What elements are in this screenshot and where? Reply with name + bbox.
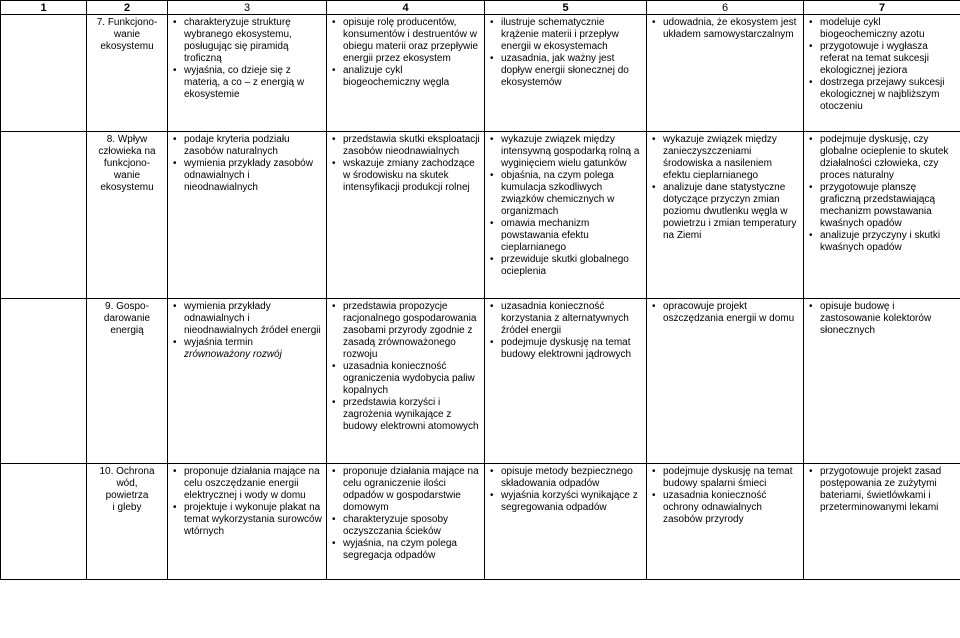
list-item: • wymienia przykłady zasobów odnawialnych i nieodnawialnych — [171, 158, 323, 194]
list-item: • przygotowuje i wygłasza referat na temat sukcesji ekologicznej jeziora — [807, 41, 957, 77]
topic-line: wód, — [116, 478, 138, 489]
topic-line: 7. Funkcjono- — [96, 17, 158, 28]
topic-line: 8. Wpływ — [106, 134, 148, 145]
bullet-list — [807, 17, 957, 113]
table-row — [1, 299, 960, 464]
requirements-cell — [327, 299, 485, 464]
bullet-list — [807, 466, 957, 514]
table-row — [1, 464, 960, 580]
bullet-list — [330, 466, 481, 562]
list-item: • opisuje rolę producentów, konsumentów i destruentów w obiegu materii oraz przepływie energii przez ekosystem — [330, 17, 481, 65]
list-item: • podejmuje dyskusję, czy globalne ocieplenie to skutek działalności człowieka, czy proces naturalny — [807, 134, 957, 182]
header-cell: 6 — [647, 1, 804, 15]
requirements-cell — [804, 15, 960, 132]
list-item: • uzasadnia konieczność korzystania z alternatywnych źródeł energii — [488, 301, 643, 337]
list-item: • wyjaśnia korzyści wynikające z segregowania odpadów — [488, 490, 643, 514]
bullet-list — [171, 17, 323, 101]
header-cell: 3 — [168, 1, 327, 15]
bullet-list — [330, 301, 481, 433]
requirements-cell — [804, 132, 960, 299]
bullet-list — [171, 466, 323, 538]
requirements-cell — [168, 132, 327, 299]
list-item: • przedstawia propozycje racjonalnego gospodarowania zasobami przyrody zgodnie z zasadą zrównoważonego rozwoju — [330, 301, 481, 361]
bullet-list — [330, 134, 481, 194]
list-item: • podejmuje dyskusję na temat budowy elektrowni jądrowych — [488, 337, 643, 361]
header-cell: 4 — [327, 1, 485, 15]
topic-line: funkcjono- — [103, 158, 151, 169]
requirements-cell — [485, 132, 647, 299]
list-item: • wymienia przykłady odnawialnych i nieodnawialnych źródeł energii — [171, 301, 323, 337]
requirements-cell — [327, 15, 485, 132]
topic-line: ekosystemu — [100, 41, 154, 52]
requirements-cell — [647, 299, 804, 464]
list-item: • uzasadnia konieczność ograniczenia wydobycia paliw kopalnych — [330, 361, 481, 397]
bullet-list — [330, 17, 481, 89]
list-item: • uzasadnia, jak ważny jest dopływ energii słonecznej do ekosystemów — [488, 53, 643, 89]
list-item: • przygotowuje projekt zasad postępowania ze zużytymi bateriami, świetlówkami i przeterminowanymi lekami — [807, 466, 957, 514]
list-item: • ilustruje schematycznie krążenie materii i przepływ energii w ekosystemach — [488, 17, 643, 53]
bullet-list — [650, 466, 800, 526]
list-item: • analizuje przyczyny i skutki kwaśnych opadów — [807, 230, 957, 254]
empty-cell — [1, 15, 87, 132]
requirements-cell — [168, 15, 327, 132]
requirements-cell — [485, 299, 647, 464]
requirements-cell — [485, 464, 647, 580]
requirements-cell — [327, 464, 485, 580]
empty-cell — [1, 299, 87, 464]
list-item: • wyjaśnia, co dzieje się z materią, a co – z energią w ekosystemie — [171, 65, 323, 101]
list-item: • uzasadnia konieczność ochrony odnawialnych zasobów przyrody — [650, 490, 800, 526]
header-row — [1, 1, 960, 15]
bullet-list — [488, 466, 643, 514]
list-item: • omawia mechanizm powstawania efektu cieplarnianego — [488, 218, 643, 254]
bullet-list — [488, 17, 643, 89]
topic-cell — [87, 464, 168, 580]
topic-line: i gleby — [112, 502, 142, 513]
list-item: • przedstawia korzyści i zagrożenia wynikające z budowy elektrowni atomowych — [330, 397, 481, 433]
requirements-cell — [804, 464, 960, 580]
topic-cell — [87, 15, 168, 132]
list-item: • wyjaśnia termin — [171, 337, 323, 349]
list-item: • dostrzega przejawy sukcesji ekologicznej w najbliższym otoczeniu — [807, 77, 957, 113]
list-item: • wykazuje związek między zanieczyszczeniami środowiska a nasileniem efektu cieplarnianego — [650, 134, 800, 182]
list-item: • analizuje cykl biogeochemiczny węgla — [330, 65, 481, 89]
topic-line: ekosystemu — [100, 182, 154, 193]
bullet-list — [650, 134, 800, 242]
bullet-list — [171, 134, 323, 194]
topic-line: wanie — [113, 29, 141, 40]
list-item: • modeluje cykl biogeochemiczny azotu — [807, 17, 957, 41]
topic-cell — [87, 132, 168, 299]
bullet-list — [488, 301, 643, 361]
list-item: • opracowuje projekt oszczędzania energii w domu — [650, 301, 800, 325]
table-row — [1, 132, 960, 299]
header-cell: 5 — [485, 1, 647, 15]
list-item: • wskazuje zmiany zachodzące w środowisku na skutek intensyfikacji produkcji rolnej — [330, 158, 481, 194]
italic-term: zrównoważony rozwój — [184, 349, 282, 360]
empty-cell — [1, 464, 87, 580]
topic-cell — [87, 299, 168, 464]
requirements-cell — [168, 299, 327, 464]
bullet-list — [650, 17, 800, 41]
bullet-list — [807, 134, 957, 254]
list-item: • przygotowuje planszę graficzną przedstawiającą mechanizm powstawania kwaśnych opadów — [807, 182, 957, 230]
topic-line: 10. Ochrona — [99, 466, 155, 477]
list-item: • podaje kryteria podziału zasobów naturalnych — [171, 134, 323, 158]
list-item: • opisuje budowę i zastosowanie kolektorów słonecznych — [807, 301, 957, 337]
list-item: • udowadnia, że ekosystem jest układem samowystarczalnym — [650, 17, 800, 41]
topic-line: wanie — [113, 170, 141, 181]
topic-line: darowanie — [103, 313, 151, 324]
bullet-list — [807, 301, 957, 337]
topic-line: 9. Gospo- — [105, 301, 149, 312]
list-item: • opisuje metody bezpiecznego składowania odpadów — [488, 466, 643, 490]
topic-line: energią — [110, 325, 144, 336]
requirements-cell — [485, 15, 647, 132]
list-item: • proponuje działania mające na celu ograniczenie ilości odpadów w gospodarstwie domowym — [330, 466, 481, 514]
topic-line: powietrza — [105, 490, 149, 501]
list-item: • podejmuje dyskusję na temat budowy spalarni śmieci — [650, 466, 800, 490]
list-item: • analizuje dane statystyczne dotyczące przyczyn zmian poziomu dwutlenku węgla w powietrzu i zmian temperatury na Ziemi — [650, 182, 800, 242]
bullet-list — [171, 301, 323, 361]
topic-line: człowieka na — [98, 146, 156, 157]
requirements-cell — [804, 299, 960, 464]
list-item: • przewiduje skutki globalnego ocieplenia — [488, 254, 643, 278]
list-item: • wykazuje związek między intensywną gospodarką rolną a wyginięciem wielu gatunków — [488, 134, 643, 170]
table-row — [1, 15, 960, 132]
requirements-cell — [647, 464, 804, 580]
requirements-cell — [647, 15, 804, 132]
empty-cell — [1, 132, 87, 299]
bullet-list — [650, 301, 800, 325]
list-item: • charakteryzuje strukturę wybranego ekosystemu, posługując się piramidą troficzną — [171, 17, 323, 65]
header-cell: 1 — [1, 1, 87, 15]
requirements-cell — [168, 464, 327, 580]
list-item: • charakteryzuje sposoby oczyszczania ścieków — [330, 514, 481, 538]
requirements-cell — [327, 132, 485, 299]
list-item: • objaśnia, na czym polega kumulacja szkodliwych związków chemicznych w organizmach — [488, 170, 643, 218]
header-cell: 7 — [804, 1, 960, 15]
list-item: • projektuje i wykonuje plakat na temat wykorzystania surowców wtórnych — [171, 502, 323, 538]
header-cell: 2 — [87, 1, 168, 15]
bullet-list — [488, 134, 643, 278]
requirements-cell — [647, 132, 804, 299]
list-item: • przedstawia skutki eksploatacji zasobów nieodnawialnych — [330, 134, 481, 158]
list-item: • wyjaśnia, na czym polega segregacja odpadów — [330, 538, 481, 562]
list-item: • proponuje działania mające na celu oszczędzanie energii elektrycznej i wody w domu — [171, 466, 323, 502]
